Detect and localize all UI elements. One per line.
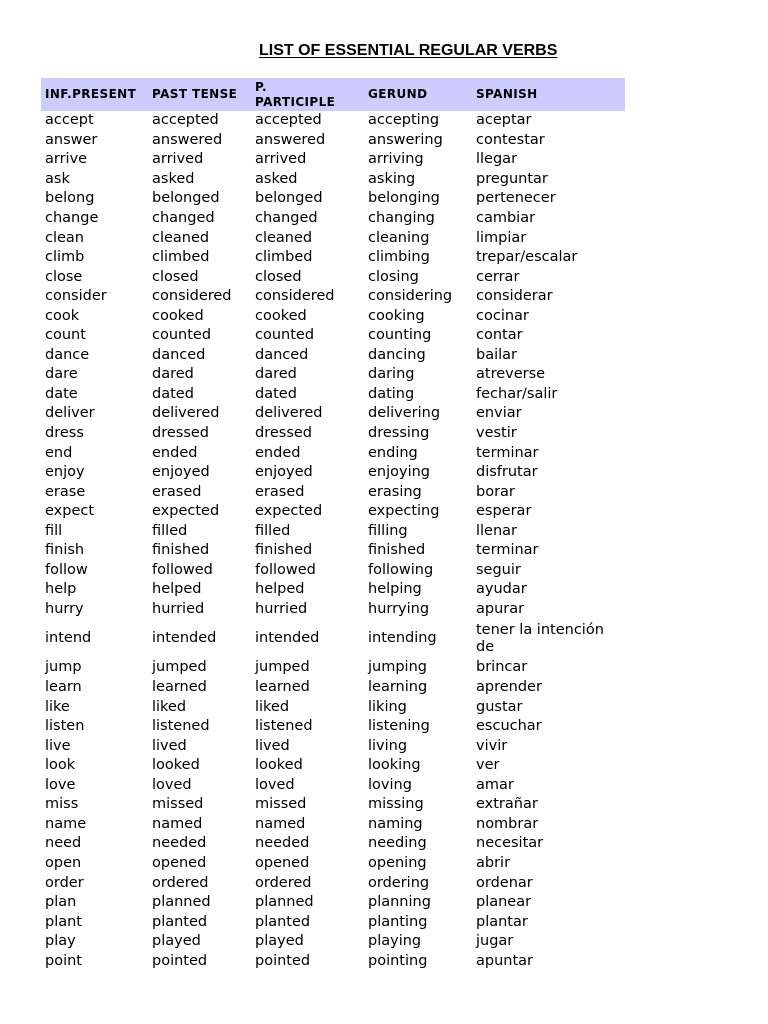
cell-spanish: abrir [476,854,511,871]
cell-past-tense: finished [152,542,210,559]
cell-spanish: apurar [476,600,525,617]
cell-past-participle: finished [255,542,313,559]
cell-past-participle: needed [255,835,310,852]
cell-spanish: aceptar [476,112,532,129]
cell-gerund: accepting [368,112,440,129]
cell-past-tense: dared [152,366,194,383]
cell-gerund: hurrying [368,600,430,617]
cell-past-participle: pointed [255,952,311,969]
table-row [41,580,625,600]
cell-past-participle: answered [255,131,326,148]
cell-spanish: cocinar [476,307,529,324]
cell-past-participle: closed [255,268,302,285]
cell-spanish: preguntar [476,170,548,187]
cell-inf-present: fill [45,522,63,539]
cell-gerund: planting [368,913,428,930]
cell-past-participle: cleaned [255,229,313,246]
cell-gerund: ending [368,444,418,461]
cell-inf-present: accept [45,112,94,129]
cell-inf-present: jump [45,659,82,676]
table-row [41,404,625,424]
cell-past-participle: expected [255,503,323,520]
cell-spanish: brincar [476,659,528,676]
cell-spanish: tener la intención de [476,621,604,655]
table-row [41,912,625,932]
cell-spanish: terminar [476,542,539,559]
cell-past-participle: accepted [255,112,322,129]
document-title: LIST OF ESSENTIAL REGULAR VERBS [259,42,558,59]
cell-inf-present: live [45,737,71,754]
table-row [41,424,625,444]
table-row [41,346,625,366]
cell-spanish: borar [476,483,515,500]
cell-spanish: plantar [476,913,528,930]
cell-spanish: contar [476,327,523,344]
cell-past-participle: cooked [255,307,307,324]
cell-gerund: intending [368,630,437,647]
column-header-past-participle: P. PARTICIPLE [251,78,364,111]
column-header-inf-present: INF.PRESENT [41,78,148,111]
cell-gerund: closing [368,268,419,285]
cell-past-tense: closed [152,268,199,285]
cell-spanish: amar [476,776,514,793]
cell-spanish: terminar [476,444,539,461]
table-row [41,326,625,346]
cell-past-tense: counted [152,327,212,344]
cell-spanish: planear [476,894,532,911]
cell-gerund: climbing [368,249,430,266]
cell-gerund: following [368,561,434,578]
table-row [41,111,625,131]
cell-gerund: counting [368,327,432,344]
cell-past-participle: ended [255,444,301,461]
cell-gerund: missing [368,796,424,813]
cell-gerund: dressing [368,425,430,442]
cell-past-participle: loved [255,776,295,793]
cell-past-participle: followed [255,561,316,578]
cell-gerund: planning [368,894,431,911]
cell-past-participle: played [255,933,304,950]
cell-gerund: needing [368,835,427,852]
cell-inf-present: hurry [45,600,84,617]
table-row [41,815,625,835]
cell-gerund: asking [368,170,416,187]
cell-spanish: fechar/salir [476,385,558,402]
cell-past-tense: filled [152,522,188,539]
cell-spanish: apuntar [476,952,534,969]
cell-inf-present: close [45,268,83,285]
cell-past-tense: cleaned [152,229,210,246]
cell-gerund: loving [368,776,412,793]
cell-past-participle: enjoyed [255,464,313,481]
cell-past-tense: opened [152,854,207,871]
cell-past-participle: planned [255,894,314,911]
cell-gerund: cleaning [368,229,430,246]
cell-past-participle: counted [255,327,315,344]
cell-inf-present: clean [45,229,84,246]
cell-gerund: opening [368,854,427,871]
cell-gerund: naming [368,815,423,832]
cell-past-participle: hurried [255,600,308,617]
cell-spanish: ordenar [476,874,533,891]
cell-gerund: listening [368,718,430,735]
cell-inf-present: dare [45,366,78,383]
cell-inf-present: count [45,327,86,344]
table-row [41,228,625,248]
column-header-gerund: GERUND [364,78,472,111]
cell-spanish: atreverse [476,366,546,383]
cell-past-tense: changed [152,210,215,226]
cell-gerund: jumping [368,659,427,676]
cell-past-tense: needed [152,835,207,852]
verb-table [41,78,625,971]
cell-spanish: disfrutar [476,464,538,481]
cell-spanish: nombrar [476,815,539,832]
column-header-past-tense: PAST TENSE [148,78,251,111]
table-row [41,893,625,913]
cell-gerund: enjoying [368,464,431,481]
cell-spanish: jugar [476,933,514,950]
cell-inf-present: follow [45,561,88,578]
cell-gerund: looking [368,757,421,774]
cell-past-tense: planted [152,913,208,930]
cell-inf-present: point [45,952,82,969]
cell-inf-present: look [45,757,76,774]
cell-gerund: belonging [368,190,440,207]
cell-past-tense: listened [152,718,210,735]
cell-inf-present: open [45,854,82,871]
cell-past-participle: dared [255,366,297,383]
cell-spanish: considerar [476,288,553,305]
cell-spanish: bailar [476,346,517,363]
cell-past-tense: asked [152,170,195,187]
cell-spanish: enviar [476,405,522,422]
cell-past-participle: arrived [255,151,307,168]
table-row [41,170,625,190]
cell-spanish: vivir [476,737,508,754]
cell-spanish: llegar [476,151,518,168]
cell-gerund: finished [368,542,426,559]
header-row [41,78,625,111]
cell-past-tense: played [152,933,201,950]
cell-spanish: escuchar [476,718,542,735]
table-row [41,482,625,502]
cell-past-participle: filled [255,522,291,539]
cell-spanish: ayudar [476,581,527,598]
cell-past-participle: considered [255,288,335,305]
cell-gerund: considering [368,288,453,305]
cell-inf-present: date [45,385,78,402]
cell-gerund: changing [368,210,435,226]
cell-past-tense: accepted [152,112,219,129]
table-row [41,287,625,307]
cell-inf-present: plan [45,894,77,911]
cell-past-participle: named [255,815,306,832]
cell-gerund: helping [368,581,422,598]
cell-spanish: trepar/escalar [476,249,578,266]
cell-past-participle: changed [255,210,318,226]
cell-past-tense: planned [152,894,211,911]
cell-past-tense: belonged [152,190,220,207]
cell-past-tense: dressed [152,425,210,442]
cell-past-participle: learned [255,679,310,696]
cell-past-participle: opened [255,854,310,871]
cell-spanish: ver [476,757,500,774]
cell-gerund: pointing [368,952,428,969]
table-row [41,658,625,678]
cell-inf-present: expect [45,503,95,520]
cell-past-participle: ordered [255,874,312,891]
table-row [41,248,625,268]
table-row [41,736,625,756]
cell-inf-present: name [45,815,87,832]
cell-past-participle: lived [255,737,290,754]
cell-past-tense: danced [152,346,206,363]
cell-gerund: answering [368,131,443,148]
table-row [41,561,625,581]
cell-gerund: delivering [368,405,441,422]
column-header-spanish: SPANISH [472,78,625,111]
table-row [41,834,625,854]
cell-inf-present: intend [45,630,92,647]
cell-past-tense: climbed [152,249,210,266]
table-row [41,306,625,326]
cell-past-tense: cooked [152,307,204,324]
cell-past-participle: liked [255,698,290,715]
cell-past-participle: intended [255,630,320,647]
table-row [41,951,625,971]
cell-gerund: cooking [368,307,425,324]
cell-past-tense: intended [152,630,217,647]
table-row [41,854,625,874]
cell-spanish: esperar [476,503,532,520]
cell-gerund: playing [368,933,422,950]
cell-inf-present: belong [45,190,95,207]
table-row [41,463,625,483]
cell-past-tense: expected [152,503,220,520]
cell-gerund: dating [368,385,415,402]
cell-spanish: necesitar [476,835,544,852]
cell-past-participle: dressed [255,425,313,442]
cell-inf-present: climb [45,249,85,266]
cell-past-tense: delivered [152,405,220,422]
table-header [41,78,625,111]
cell-gerund: learning [368,679,428,696]
cell-spanish: extrañar [476,796,538,813]
cell-past-tense: loved [152,776,192,793]
cell-gerund: arriving [368,151,424,168]
cell-inf-present: change [45,210,99,226]
table-row [41,502,625,522]
cell-inf-present: enjoy [45,464,85,481]
cell-past-tense: hurried [152,600,205,617]
table-row [41,932,625,952]
table-row [41,443,625,463]
cell-inf-present: listen [45,718,85,735]
cell-past-tense: looked [152,757,200,774]
cell-past-participle: helped [255,581,305,598]
cell-gerund: filling [368,522,408,539]
table-row [41,756,625,776]
cell-inf-present: order [45,874,84,891]
cell-past-tense: pointed [152,952,208,969]
cell-past-tense: learned [152,679,207,696]
cell-past-participle: delivered [255,405,323,422]
cell-past-participle: looked [255,757,303,774]
cell-past-tense: erased [152,483,202,500]
cell-inf-present: love [45,776,76,793]
cell-gerund: liking [368,698,407,715]
cell-inf-present: finish [45,542,85,559]
table-row [41,600,625,620]
cell-past-tense: followed [152,561,213,578]
cell-inf-present: miss [45,796,79,813]
table-row [41,795,625,815]
cell-inf-present: arrive [45,151,88,168]
cell-gerund: expecting [368,503,440,520]
cell-inf-present: erase [45,483,86,500]
cell-past-participle: missed [255,796,307,813]
table-row [41,541,625,561]
cell-past-tense: ended [152,444,198,461]
cell-past-tense: enjoyed [152,464,210,481]
cell-inf-present: need [45,835,82,852]
cell-past-participle: danced [255,346,309,363]
cell-spanish: aprender [476,679,542,696]
table-row [41,619,625,658]
table-row [41,267,625,287]
table-row [41,365,625,385]
cell-spanish: gustar [476,698,523,715]
cell-gerund: daring [368,366,415,383]
cell-past-tense: ordered [152,874,209,891]
cell-inf-present: ask [45,170,70,187]
cell-past-tense: lived [152,737,187,754]
cell-past-tense: liked [152,698,187,715]
cell-past-tense: jumped [152,659,207,676]
cell-past-participle: belonged [255,190,323,207]
table-row [41,385,625,405]
cell-past-participle: asked [255,170,298,187]
table-row [41,131,625,151]
cell-gerund: living [368,737,408,754]
cell-past-tense: answered [152,131,223,148]
cell-inf-present: deliver [45,405,95,422]
cell-spanish: contestar [476,131,545,148]
cell-inf-present: like [45,698,70,715]
cell-inf-present: end [45,444,73,461]
cell-past-tense: considered [152,288,232,305]
table-row [41,189,625,209]
cell-past-tense: missed [152,796,204,813]
cell-past-participle: erased [255,483,305,500]
cell-spanish: vestir [476,425,517,442]
cell-inf-present: learn [45,679,82,696]
table-row [41,776,625,796]
cell-past-participle: dated [255,385,297,402]
cell-past-tense: helped [152,581,202,598]
cell-gerund: erasing [368,483,422,500]
cell-past-participle: climbed [255,249,313,266]
cell-past-participle: jumped [255,659,310,676]
cell-spanish: pertenecer [476,190,556,207]
table-row [41,678,625,698]
cell-inf-present: plant [45,913,82,930]
cell-inf-present: dress [45,425,84,442]
cell-spanish: seguir [476,561,521,578]
table-body [41,111,625,971]
table-row [41,717,625,737]
cell-inf-present: play [45,933,76,950]
cell-spanish: cambiar [476,210,536,226]
cell-past-tense: dated [152,385,194,402]
cell-gerund: ordering [368,874,430,891]
table-row [41,150,625,170]
cell-gerund: dancing [368,346,426,363]
cell-spanish: limpiar [476,229,527,246]
table-row [41,521,625,541]
cell-past-participle: listened [255,718,313,735]
cell-spanish: llenar [476,522,518,539]
cell-past-tense: arrived [152,151,204,168]
cell-inf-present: help [45,581,77,598]
cell-inf-present: cook [45,307,80,324]
table-row [41,697,625,717]
cell-past-tense: named [152,815,203,832]
cell-inf-present: dance [45,346,90,363]
table-row [41,209,625,229]
cell-inf-present: answer [45,131,98,148]
cell-spanish: cerrar [476,268,520,285]
cell-inf-present: consider [45,288,107,305]
table-row [41,873,625,893]
cell-past-participle: planted [255,913,311,930]
